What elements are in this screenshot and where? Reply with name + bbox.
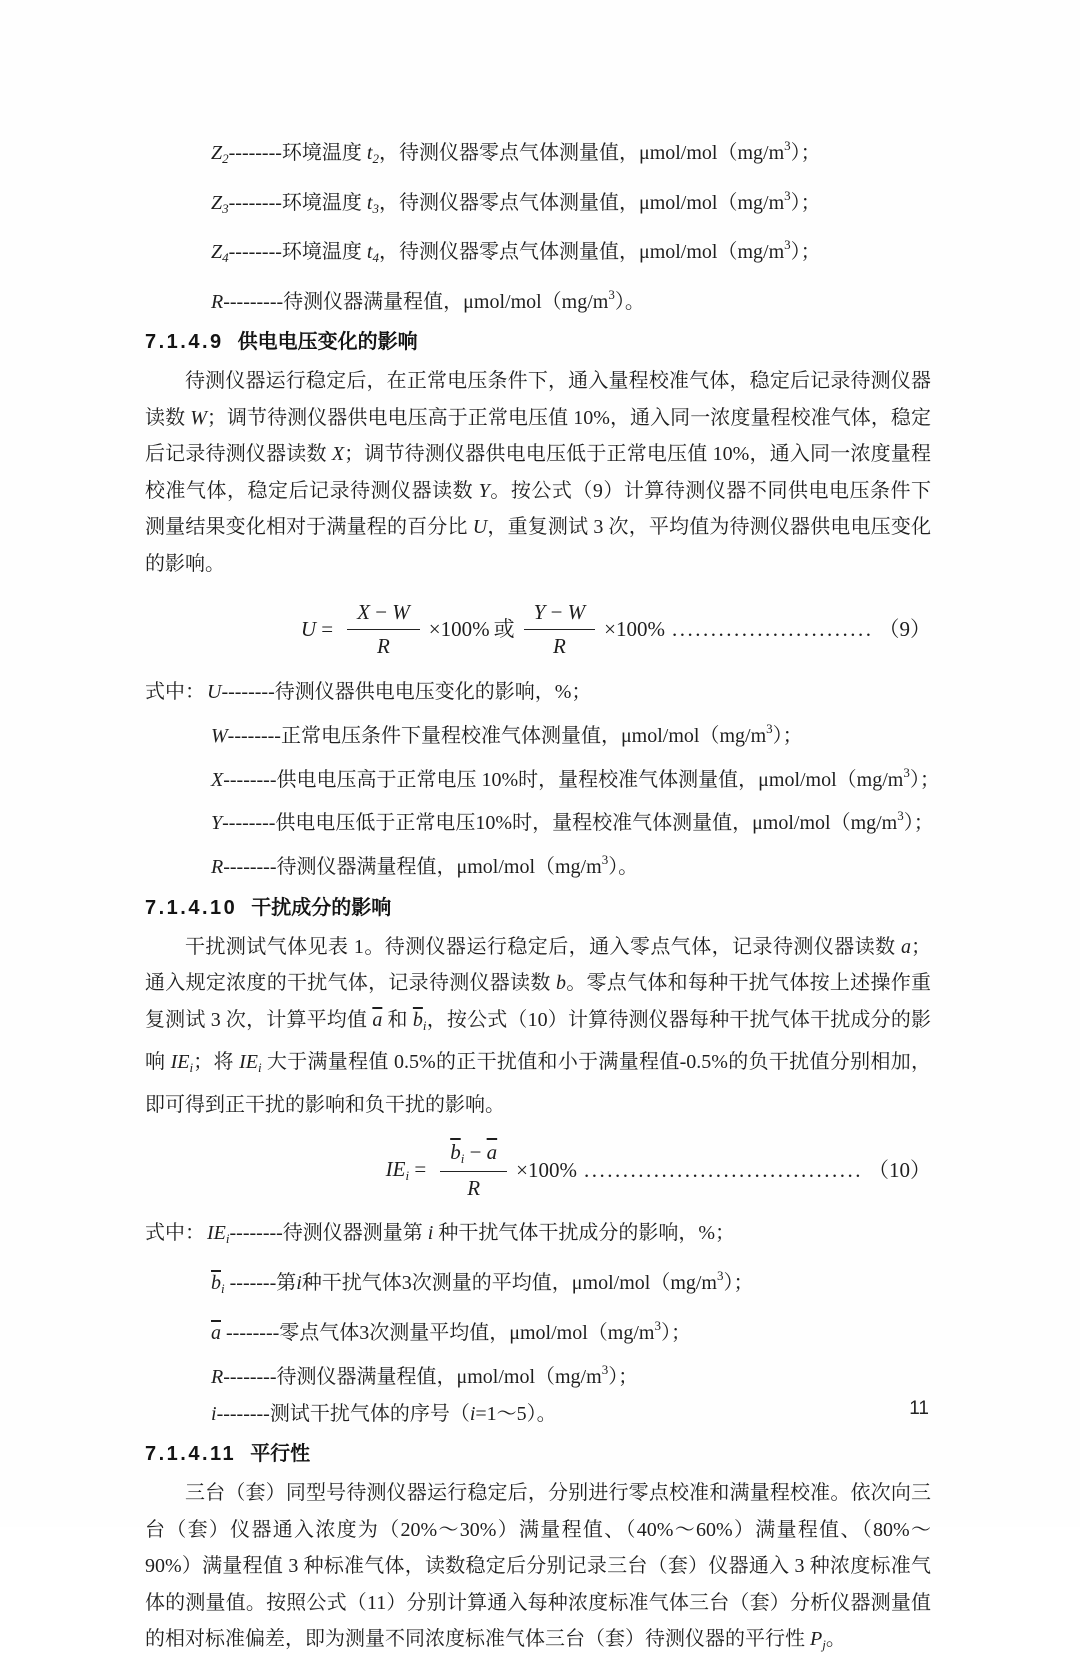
text-segment: ，按公式（10）计算待测仪器每种干扰气体干扰成分的影响 [145,1008,932,1074]
variable-segment: $\overline{a}$ [486,1140,498,1165]
fraction-denominator [467,1172,480,1200]
text-segment: − [464,1140,487,1165]
variable-segment: 3 [897,808,904,824]
text-segment: ；调节待测仪器供电电压低于正常电压值 10%，通入同一浓度量程校准气体，稳定后记录待测仪器读数 [145,443,931,502]
variable-segment: t [366,142,373,164]
variable-segment: X [357,600,370,625]
variable-segment: R [211,290,224,313]
text-segment: -------- [228,142,282,164]
variable-segment: IE [170,1051,190,1074]
variable-segment: Y [478,479,490,502]
variable-segment: R [467,1176,481,1201]
fraction-denominator [377,630,390,658]
definition-line-z2 [145,128,931,178]
fraction-bi-a-over-r [440,1140,507,1200]
variable-segment: j [822,1637,826,1653]
text-segment: 大于满量程值 0.5%的正干扰值和小于满量程值-0.5%的负干扰值分别相加，即可得到正干扰的影响和负干扰的影响。 [145,1051,932,1116]
text-segment: ）。 [614,290,645,313]
fraction-numerator [440,1140,507,1172]
text-segment: 供电电压低于正常电压10%时，量程校准气体测量值，μmol/mol（mg/m [275,812,898,835]
definition-line-r [145,277,931,321]
variable-segment: IE [207,1222,226,1245]
variable-segment: a [901,935,911,958]
variable-segment: 3 [601,852,609,868]
formula-10 [145,1137,931,1203]
paragraph-parallelism [145,1475,931,1664]
text-segment: -------- [228,191,282,214]
variable-segment: 3 [766,720,773,736]
variable-segment: U [207,681,222,703]
variable-segment: W [567,600,586,625]
variable-segment: 3 [372,200,379,216]
text-segment: − [545,600,568,625]
text-segment: 三台（套）同型号待测仪器运行稳定后，分别进行零点校准和满量程校准。依次向三台（套）仪器通入浓度为（20%～30%）满量程值、（40%～60%）满量程值、（80%～90%）满量程值 3 种标准气体，读数稳定后分别记录三台（套）仪器通入 3 种浓度标准气体的测量值。按照公式（11）分别计算通入每种浓度标准气体三台（套）分析仪器测量值的相对标准偏差，即为测量不同浓度标准气体三台（套）待测仪器的平行性 [145,1482,931,1651]
variable-segment: 2 [222,151,229,166]
variable-segment: 3 [601,1361,609,1377]
text-segment: -------- [228,241,282,263]
variable-segment: 3 [654,1318,661,1334]
paragraph-interference [145,929,931,1124]
where-line-u [145,674,931,711]
variable-segment: 3 [608,286,615,302]
variable-segment: Y [211,812,223,835]
definition-block-temperature [145,128,931,320]
section-number: 7.1.4.11 [145,1443,237,1466]
formula-multiplier: ×100% [604,616,665,641]
text-segment: 供电电压高于正常电压 10%时，量程校准气体测量值，μmol/mol（mg/m [276,768,904,791]
variable-segment: i [460,1151,465,1167]
text-segment: 第 [276,1272,297,1295]
where-prefix: 式中： [145,1222,205,1245]
variable-segment: $\overline{b}$ [412,1008,423,1031]
variable-segment: W [190,406,207,429]
text-segment: 种干扰气体干扰成分的影响，%； [433,1222,736,1245]
text-segment: 环境温度 [281,142,367,164]
text-segment: 待测仪器满量程值，μmol/mol（mg/m [283,290,609,313]
where-line-a [145,1308,931,1352]
text-segment: 环境温度 [281,241,367,263]
variable-segment: i [405,1168,410,1184]
variable-segment: 3 [784,138,791,153]
variable-segment: $\overline{b}$ [211,1272,221,1295]
variable-segment: i [422,1017,427,1033]
text-segment: -------- [229,1222,283,1245]
variable-segment: W [392,600,410,625]
variable-segment: R [552,633,566,658]
definition-line-z4 [145,227,931,277]
text-segment: 环境温度 [281,191,367,214]
section-number: 7.1.4.10 [145,896,238,919]
paragraph-power-voltage [145,363,931,582]
variable-segment: Z [211,142,223,164]
text-segment: = [409,1157,427,1182]
text-segment: = [316,616,334,641]
text-segment: 和 [382,1008,413,1031]
section-title: 供电电压变化的影响 [237,331,418,353]
variable-segment: i [225,1231,230,1247]
variable-segment: i [221,1281,225,1297]
formula-multiplier: ×100% [428,616,490,641]
text-segment: 待测仪器运行稳定后，在正常电压条件下，通入量程校准气体，稳定后记录待测仪器读数 [145,370,931,429]
text-segment: 。 [825,1628,846,1651]
text-segment: 待测仪器满量程值，μmol/mol（mg/m [276,856,602,879]
where-definition [207,1222,736,1247]
text-segment: ）； [909,768,940,791]
where-line-y [145,798,934,842]
variable-segment: 2 [372,151,379,166]
text-segment: -------- [222,812,276,835]
text-segment: ；调节待测仪器供电电压高于正常电压值 10%，通入同一浓度量程校准气体，稳定后记录待测仪器读数 [145,406,931,465]
text-segment: 待测仪器供电电压变化的影响，%； [274,681,592,703]
where-block-formula-9 [145,674,940,886]
variable-segment: P [810,1628,823,1651]
where-line-iei [145,1215,931,1258]
variable-segment: W [211,724,228,747]
where-block-formula-10 [145,1215,931,1432]
section-heading-7-1-4-10 [145,890,931,927]
text-segment: 测试干扰气体的序号（ [269,1402,470,1425]
text-segment: ）； [790,142,821,164]
section-heading-7-1-4-9 [145,324,931,361]
fraction-y-w-over-r [524,600,596,657]
where-line-w [145,711,931,755]
variable-segment: i [469,1402,476,1425]
section-heading-7-1-4-11 [145,1436,931,1473]
formula-9 [145,596,931,662]
text-segment: 待测仪器满量程值，μmol/mol（mg/m [276,1365,602,1388]
variable-segment: b [555,972,566,995]
text-segment: -------- [216,1402,270,1425]
text-segment: 正常电压条件下量程校准气体测量值，μmol/mol（mg/m [280,724,767,747]
variable-segment: 3 [222,200,229,216]
text-segment: ）； [903,812,934,835]
text-segment: -------- [223,856,277,879]
fraction-numerator [347,600,420,629]
fraction-numerator [524,600,596,629]
text-segment: ）； [772,724,803,747]
text-segment: ，待测仪器零点气体测量值，μmol/mol（mg/m [378,191,785,214]
text-segment: -------- [221,1322,280,1345]
variable-segment: U [300,616,317,641]
formula-lhs [301,617,333,641]
section-title: 干扰成分的影响 [251,896,392,919]
variable-segment: $\overline{a}$ [211,1322,221,1345]
variable-segment: Z [211,191,223,214]
text-segment: --------- [223,290,284,313]
text-segment: 种干扰气体3次测量的平均值，μmol/mol（mg/m [301,1272,717,1295]
where-definition [207,681,591,703]
variable-segment: t [366,241,373,263]
formula-dot-leader: .................................... [584,1158,863,1183]
variable-segment: 4 [372,250,379,265]
variable-segment: $\overline{a}$ [372,1008,383,1031]
variable-segment: Y [533,600,546,625]
variable-segment: 4 [222,250,229,265]
page-content [145,128,940,1664]
variable-segment: $\overline{b}$ [450,1140,461,1165]
text-segment: -------- [227,724,281,747]
text-segment: -------- [223,768,277,791]
section-number: 7.1.4.9 [145,331,224,353]
where-line-i [145,1396,931,1433]
variable-segment: 3 [717,1268,724,1284]
text-segment: -------- [221,681,275,703]
variable-segment: X [211,768,224,791]
variable-segment: 3 [784,237,791,252]
variable-segment: 3 [784,187,791,203]
text-segment: ，待测仪器零点气体测量值，μmol/mol（mg/m [378,142,785,164]
text-segment: -------- [223,1365,277,1388]
formula-number: （9） [878,616,931,641]
text-segment: ）； [790,241,821,263]
text-segment: ，待测仪器零点气体测量值，μmol/mol（mg/m [378,241,785,263]
variable-segment: i [189,1060,194,1076]
formula-dot-leader: .......................... [672,616,874,641]
variable-segment: i [296,1272,302,1295]
text-segment: − [369,600,393,625]
text-segment: 。按公式（9）计算待测仪器不同供电电压条件下测量结果变化相对于满量程的百分比 [145,479,932,538]
formula-number: （10） [868,1158,931,1183]
formula-lhs [386,1157,427,1184]
text-segment: ；将 [193,1051,240,1074]
section-title: 平行性 [250,1443,311,1466]
text-segment: ）； [660,1322,691,1345]
text-segment: ）； [723,1272,754,1295]
variable-segment: i [211,1402,217,1425]
text-segment: 干扰测试气体见表 1。待测仪器运行稳定后，通入零点气体，记录待测仪器读数 [185,935,901,958]
text-segment: 。零点气体和每种干扰气体按上述操作重复测试 3 次，计算平均值 [145,972,932,1031]
text-segment: =1～5）。 [475,1402,557,1425]
variable-segment: IE [385,1157,406,1182]
text-segment: ）。 [608,856,639,879]
variable-segment: i [427,1222,434,1245]
variable-segment: i [257,1060,262,1076]
text-segment: 待测仪器测量第 [282,1222,428,1245]
definition-line-z3 [145,178,931,228]
variable-segment: X [331,443,345,465]
text-segment: ）； [608,1365,639,1388]
variable-segment: R [377,633,390,658]
variable-segment: 3 [903,764,910,780]
variable-segment: Z [211,241,223,263]
variable-segment: R [211,856,224,879]
where-line-bi [145,1258,931,1308]
text-segment: ------- [224,1272,277,1295]
where-line-r [145,1352,931,1396]
formula-or-word: 或 [493,616,515,641]
text-segment: 零点气体3次测量平均值，μmol/mol（mg/m [279,1322,655,1345]
where-line-r [145,842,931,886]
where-line-x [145,755,940,799]
text-segment: ）； [790,191,821,214]
page-number: 11 [909,1398,929,1419]
fraction-x-w-over-r [347,600,420,657]
variable-segment: IE [239,1051,258,1074]
variable-segment: U [472,516,488,538]
fraction-denominator [553,630,566,658]
text-segment: ，重复测试 3 次，平均值为待测仪器供电电压变化的影响。 [145,516,932,575]
variable-segment: t [366,191,373,214]
variable-segment: R [211,1365,224,1388]
text-segment: ；通入规定浓度的干扰气体，记录待测仪器读数 [145,935,931,995]
formula-multiplier: ×100% [516,1158,577,1183]
where-prefix: 式中： [145,681,205,703]
